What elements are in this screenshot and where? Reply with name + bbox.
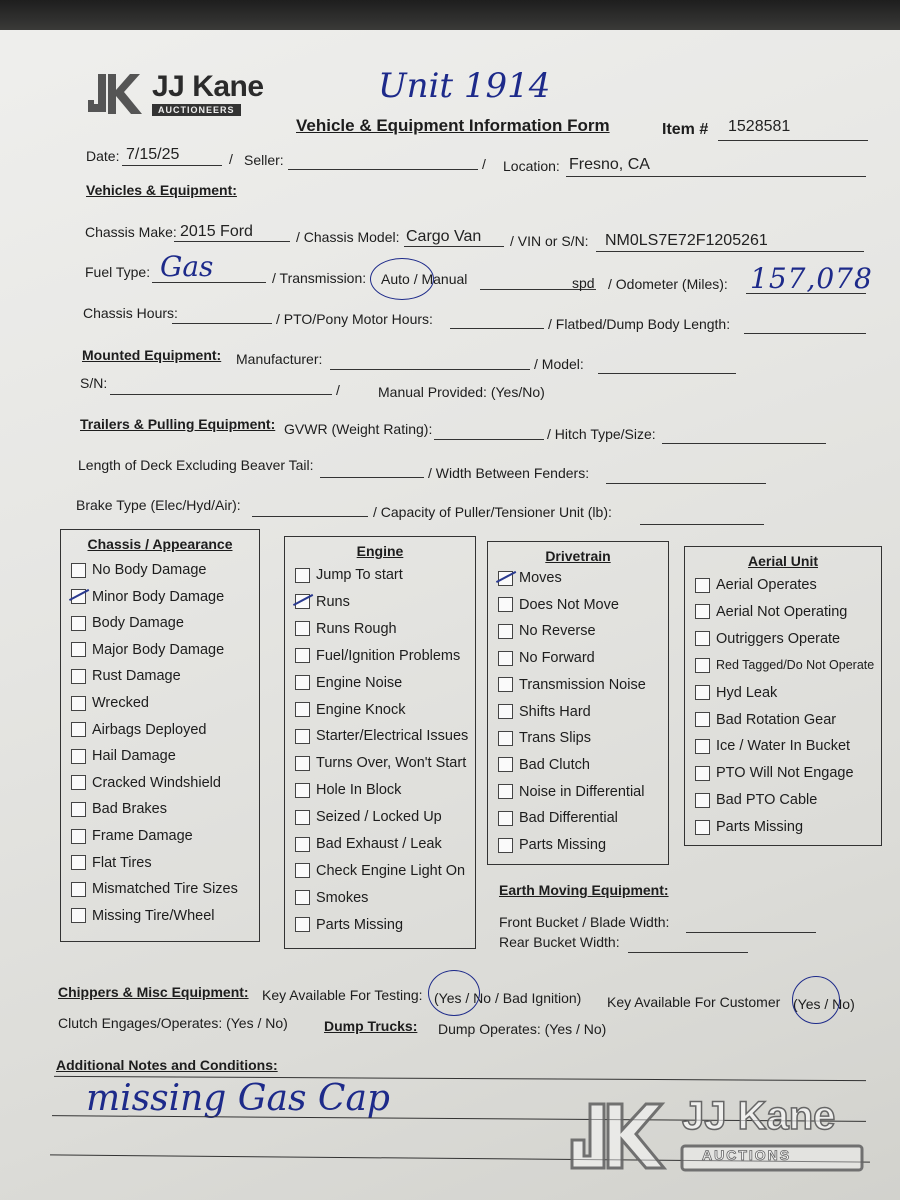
aerial-item[interactable] [695,765,854,781]
key-customer-yes-circle [792,976,840,1024]
checkbox-label: Moves [519,570,562,586]
item-line [718,140,868,141]
engine-item[interactable] [295,728,468,744]
checkbox[interactable] [498,597,513,612]
checkbox-label: Ice / Water In Bucket [716,738,851,755]
checkbox-label: Jump To start [316,567,403,583]
checkbox[interactable] [498,704,513,719]
checkbox-label: Airbags Deployed [92,721,207,738]
checkbox-label: Runs Rough [316,620,397,637]
gvwr-field[interactable] [434,439,544,440]
checkbox[interactable] [695,793,710,808]
drivetrain-item[interactable] [498,784,644,800]
checkbox[interactable] [498,731,513,746]
deck-length-label: Length of Deck Excluding Beaver Tail: [78,457,314,473]
dump-operates-label[interactable]: Dump Operates: (Yes / No) [438,1021,607,1037]
checkbox[interactable] [295,783,310,798]
drivetrain-box [487,541,669,865]
aerial-item[interactable] [695,685,777,701]
mounted-section-title: Mounted Equipment: [82,347,222,363]
checkbox[interactable] [695,820,710,835]
model-label: / Model: [534,356,584,372]
chassis-item[interactable] [71,828,193,844]
engine-item[interactable] [295,917,403,933]
checkbox-label: Engine Noise [316,674,403,691]
manual-provided-label[interactable]: Manual Provided: (Yes/No) [378,384,545,400]
engine-item[interactable] [295,648,460,664]
checkbox-label: Hyd Leak [716,684,778,701]
checkbox-label: Rust Damage [92,668,181,685]
checkbox[interactable] [295,917,310,932]
checkbox-label: No Reverse [519,623,596,640]
hitch-field[interactable] [662,443,826,444]
checkbox-label: Starter/Electrical Issues [316,728,469,745]
checkbox-label: Runs [316,593,350,610]
checkbox[interactable] [295,810,310,825]
checkbox[interactable] [498,571,513,586]
fuel-type-field[interactable]: Gas [160,250,214,283]
seller-field[interactable] [288,169,478,170]
jj-kane-logo-icon [84,68,146,120]
checkbox[interactable] [71,563,86,578]
chassis-item[interactable] [71,775,221,791]
checkbox-label: Seized / Locked Up [316,809,442,826]
key-customer-options[interactable]: (Yes / No) [793,996,855,1012]
aerial-item[interactable] [695,604,847,620]
checkbox[interactable] [695,712,710,727]
checkbox[interactable] [71,829,86,844]
chassis-make-label: Chassis Make: [85,224,177,240]
chassis-item[interactable] [71,748,176,764]
checkbox[interactable] [71,589,86,604]
odometer-label: / Odometer (Miles): [608,276,728,292]
aerial-unit-box [684,546,882,846]
engine-item[interactable] [295,809,442,825]
aerial-item[interactable] [695,738,850,754]
checkbox-label: Parts Missing [519,837,607,853]
checkbox-label: Noise in Differential [519,783,645,800]
chassis-item[interactable] [71,695,149,711]
chassis-model-field[interactable]: Cargo Van [406,228,482,245]
checkbox-label: Shifts Hard [519,703,591,720]
chippers-section-title: Chippers & Misc Equipment: [58,984,249,1000]
location-field[interactable]: Fresno, CA [569,156,650,173]
hitch-label: / Hitch Type/Size: [547,426,656,442]
watermark-brand: JJ Kane [682,1094,836,1138]
checkbox[interactable] [71,775,86,790]
seller-label: Seller: [244,152,284,168]
checkbox-label: Aerial Not Operating [716,603,848,620]
engine-item[interactable] [295,863,465,879]
checkbox-label: Wrecked [92,695,149,711]
engine-box [284,536,476,949]
engine-item[interactable] [295,836,442,852]
key-customer-label: Key Available For Customer [607,994,781,1010]
front-bucket-field[interactable] [686,932,816,933]
chassis-item[interactable] [71,668,181,684]
chassis-appearance-box [60,529,260,942]
checkbox[interactable] [498,784,513,799]
rear-bucket-label: Rear Bucket Width: [499,934,620,950]
chassis-item[interactable] [71,908,214,924]
checkbox[interactable] [695,739,710,754]
trailers-section-title: Trailers & Pulling Equipment: [80,416,276,432]
checkbox-label: Trans Slips [519,730,591,747]
checkbox[interactable] [71,908,86,923]
checkbox[interactable] [498,838,513,853]
checkbox-label: Flat Tires [92,854,152,871]
checkbox[interactable] [498,757,513,772]
chassis-item[interactable] [71,589,224,605]
transmission-label: / Transmission: [272,270,367,286]
checkbox-label: Bad Exhaust / Leak [316,836,442,852]
watermark-subtitle: AUCTIONS [702,1147,792,1163]
date-field[interactable]: 7/15/25 [126,146,180,163]
engine-item[interactable] [295,890,368,906]
engine-item[interactable] [295,567,403,583]
model-field[interactable] [598,373,736,374]
checkbox-label: Bad Differential [519,810,618,827]
checkbox[interactable] [295,568,310,583]
drivetrain-item[interactable] [498,570,562,586]
checkbox-label: PTO Will Not Engage [716,765,854,782]
aerial-item[interactable] [695,819,803,835]
chassis-item[interactable] [71,642,224,658]
checkbox[interactable] [295,729,310,744]
transmission-auto-option[interactable]: Auto / Manual [381,271,468,287]
checkbox[interactable] [695,766,710,781]
checkbox[interactable] [695,658,710,673]
flatbed-field[interactable] [744,333,866,334]
checkbox[interactable] [695,631,710,646]
checkbox-label: Frame Damage [92,828,193,844]
transmission-circle-mark [370,258,434,300]
checkbox-label: Cracked Windshield [92,774,221,791]
checkbox-label: Hole In Block [316,782,402,799]
brand-subtitle: AUCTIONEERS [152,104,241,116]
checkbox[interactable] [71,802,86,817]
manufacturer-label: Manufacturer: [236,351,323,367]
checkbox[interactable] [71,696,86,711]
checkbox[interactable] [498,624,513,639]
engine-item[interactable] [295,621,397,637]
checkbox[interactable] [295,837,310,852]
key-testing-options[interactable]: (Yes / No / Bad Ignition) [434,990,582,1006]
checkbox[interactable] [71,669,86,684]
chassis-appearance-title: Chassis / Appearance [87,536,233,552]
drivetrain-item[interactable] [498,757,590,773]
engine-item[interactable] [295,782,401,798]
gvwr-label: GVWR (Weight Rating): [284,421,433,437]
checkbox-label: Missing Tire/Wheel [92,907,215,924]
chassis-item[interactable] [71,615,184,631]
checkbox-label: Parts Missing [316,916,404,933]
aerial-item[interactable] [695,577,817,593]
vin-label: / VIN or S/N: [510,233,589,249]
notes-section-title: Additional Notes and Conditions: [56,1057,278,1073]
checkbox-label: Smokes [316,889,369,906]
checkbox-label: Engine Knock [316,701,406,718]
front-bucket-label: Front Bucket / Blade Width: [499,914,670,930]
checkbox[interactable] [498,811,513,826]
checkbox-label: Does Not Move [519,596,619,613]
aerial-item[interactable] [695,658,874,673]
checkbox[interactable] [295,621,310,636]
checkbox[interactable] [295,675,310,690]
checkbox-label: Mismatched Tire Sizes [92,881,238,898]
earth-moving-section-title: Earth Moving Equipment: [499,882,669,898]
chassis-item[interactable] [71,881,238,897]
deck-length-field[interactable] [320,477,424,478]
fender-width-label: / Width Between Fenders: [428,465,590,481]
checkbox[interactable] [71,882,86,897]
checkbox-label: Fuel/Ignition Problems [316,647,461,664]
form-sheet: JJ Kane AUCTIONEERS Unit 1914 Vehicle & Equipment Information Form Item # 1528581 Date: 7/15/25 / Seller: / Location: Fresno, CA Vehicles & Equipment: Chassis Make: 2015 Ford / Chassis Model: Cargo Van / VIN or S/N: NM0LS7E72F1205261 Fuel Type: Gas / Transmission: Auto / Manual spd / Odometer (Miles): 157,078 Chassis Hours: / PTO/Pony Motor Hours: / Flatbed/Dump Body Length: Mounted Equipment: Manufacturer: / Model: S/N: / Manual Provided: (Yes/No) Trailers & Pulling Equipment: GVWR (Weight Rating): / Hitch Type/Size: Length of Deck Excluding Beaver Tail: / Width Between Fenders: Brake Type (Elec/Hyd/Air): / Capacity of Puller/Tensioner Unit (lb): Chassis / Appearance No Body Damage Minor Body Damage Body Damage Major Body Damage Rust Damage Wrecked Airbags Deployed Hail Damage Cracked Windshield Bad Brakes Frame Damage Flat Tires Mismatched Tire Sizes Missing Tire/Wheel Engine Jump To start Runs Runs Rough Fuel/Ignition Problems Engine Noise Engine Knock Starter/Electrical Issues Turns Over, Won't Start Hole In Block Seized / Locked Up Bad Exhaust / Leak Check Engine Light On Smokes Parts Missing Drivetrain Moves Does Not Move No Reverse No Forward Transmission Noise Shifts Hard Trans Slips Bad Clutch Noise in Differential Bad Differential Parts Missing Aerial Unit Aerial Operates Aerial Not Operating Outriggers Operate Red Tagged/Do Not Operate Hyd Leak Bad Rotation Gear Ice / Water In Bucket PTO Will Not Engage Bad PTO Cable Parts Missing Earth Moving Equipment: Front Bucket / Blade Width: Rear Bucket Width: Chippers & Misc Equipment: Key Available For Testing: (Yes / No / Bad Ignition) Key Available For Customer (Yes / No) Clutch Engages/Operates: (Yes / No) Dump Trucks: Dump Operates: (Yes / No) Additional Notes and Conditions: missing Gas Cap JJ Kane AUCTIONS [0,0,900,1200]
checkbox-label: No Forward [519,650,595,667]
checkbox-label: Parts Missing [716,819,804,836]
handwritten-unit-note: Unit 1914 [378,66,551,106]
location-label: Location: [503,158,560,174]
sn-label: S/N: [80,375,108,391]
manufacturer-field[interactable] [330,369,530,370]
clutch-label[interactable]: Clutch Engages/Operates: (Yes / No) [58,1015,288,1031]
capacity-field[interactable] [640,524,764,525]
chassis-item[interactable] [71,722,206,738]
fuel-type-label: Fuel Type: [85,264,151,280]
checkbox-label: Body Damage [92,615,184,632]
photo-shadow [0,0,900,30]
checkbox[interactable] [71,722,86,737]
checkbox-label: Turns Over, Won't Start [316,755,467,772]
aerial-item[interactable] [695,792,817,808]
brand-name: JJ Kane [152,70,264,103]
checkbox[interactable] [695,578,710,593]
pto-hours-label: / PTO/Pony Motor Hours: [276,311,433,327]
checkbox-label: Hail Damage [92,748,176,765]
drivetrain-item[interactable] [498,650,595,666]
chassis-item[interactable] [71,801,167,817]
odometer-field[interactable]: 157,078 [750,262,873,295]
item-number[interactable]: 1528581 [728,118,791,135]
engine-title: Engine [356,543,404,559]
checkbox[interactable] [71,749,86,764]
drivetrain-item[interactable] [498,677,646,693]
notes-handwritten-text[interactable]: missing Gas Cap [86,1078,390,1119]
item-label: Item # [662,121,709,138]
brake-type-field[interactable] [252,516,368,517]
vehicles-section-title: Vehicles & Equipment: [86,182,237,198]
engine-item[interactable] [295,675,402,691]
engine-item[interactable] [295,594,350,610]
checkbox-label: Red Tagged/Do Not Operate [716,658,875,673]
drivetrain-item[interactable] [498,623,596,639]
checkbox[interactable] [71,616,86,631]
chassis-item[interactable] [71,855,152,871]
vin-field[interactable]: NM0LS7E72F1205261 [605,232,768,249]
dump-trucks-section-title: Dump Trucks: [324,1018,418,1034]
checkbox[interactable] [295,648,310,663]
aerial-item[interactable] [695,631,840,647]
chassis-model-label: / Chassis Model: [296,229,400,245]
fender-width-field[interactable] [606,483,766,484]
checkbox[interactable] [295,756,310,771]
checkbox-label: Major Body Damage [92,641,225,658]
checkbox[interactable] [695,685,710,700]
checkbox[interactable] [295,863,310,878]
checkbox[interactable] [71,855,86,870]
chassis-item[interactable] [71,562,206,578]
pto-hours-field[interactable] [450,328,544,329]
checkbox[interactable] [498,651,513,666]
aerial-unit-title: Aerial Unit [747,553,818,569]
chassis-hours-label: Chassis Hours: [83,305,178,321]
checkbox-label: Outriggers Operate [716,630,841,647]
checkbox[interactable] [498,677,513,692]
drivetrain-item[interactable] [498,597,619,613]
drivetrain-item[interactable] [498,704,591,720]
checkbox[interactable] [295,890,310,905]
checkbox-label: Aerial Operates [716,577,817,593]
key-testing-label: Key Available For Testing: [262,987,423,1003]
capacity-label: / Capacity of Puller/Tensioner Unit (lb): [373,504,612,520]
flatbed-label: / Flatbed/Dump Body Length: [548,316,731,332]
drivetrain-item[interactable] [498,730,591,746]
drivetrain-title: Drivetrain [545,548,611,564]
brake-type-label: Brake Type (Elec/Hyd/Air): [76,497,241,513]
chassis-make-field[interactable]: 2015 Ford [180,223,253,240]
checkbox-label: Check Engine Light On [316,862,466,879]
checkbox-label: Minor Body Damage [92,588,225,605]
form-title: Vehicle & Equipment Information Form [296,116,610,135]
checkbox-label: Bad Clutch [519,756,590,773]
checkbox-label: Transmission Noise [519,676,646,693]
checkbox[interactable] [695,604,710,619]
aerial-item[interactable] [695,712,836,728]
drivetrain-item[interactable] [498,837,606,853]
drivetrain-item[interactable] [498,810,618,826]
chassis-hours-field[interactable] [172,323,272,324]
checkbox-label: No Body Damage [92,562,207,578]
checkbox-label: Bad Rotation Gear [716,711,837,728]
key-testing-yes-circle [428,970,480,1016]
checkbox-label: Bad PTO Cable [716,792,818,809]
checkbox[interactable] [71,642,86,657]
sn-field[interactable] [110,394,332,395]
rear-bucket-field[interactable] [628,952,748,953]
date-label: Date: [86,148,120,164]
checkbox[interactable] [295,594,310,609]
checkbox-label: Bad Brakes [92,801,167,818]
checkbox[interactable] [295,702,310,717]
engine-item[interactable] [295,702,405,718]
spd-label: spd [572,275,595,291]
engine-item[interactable] [295,755,466,771]
